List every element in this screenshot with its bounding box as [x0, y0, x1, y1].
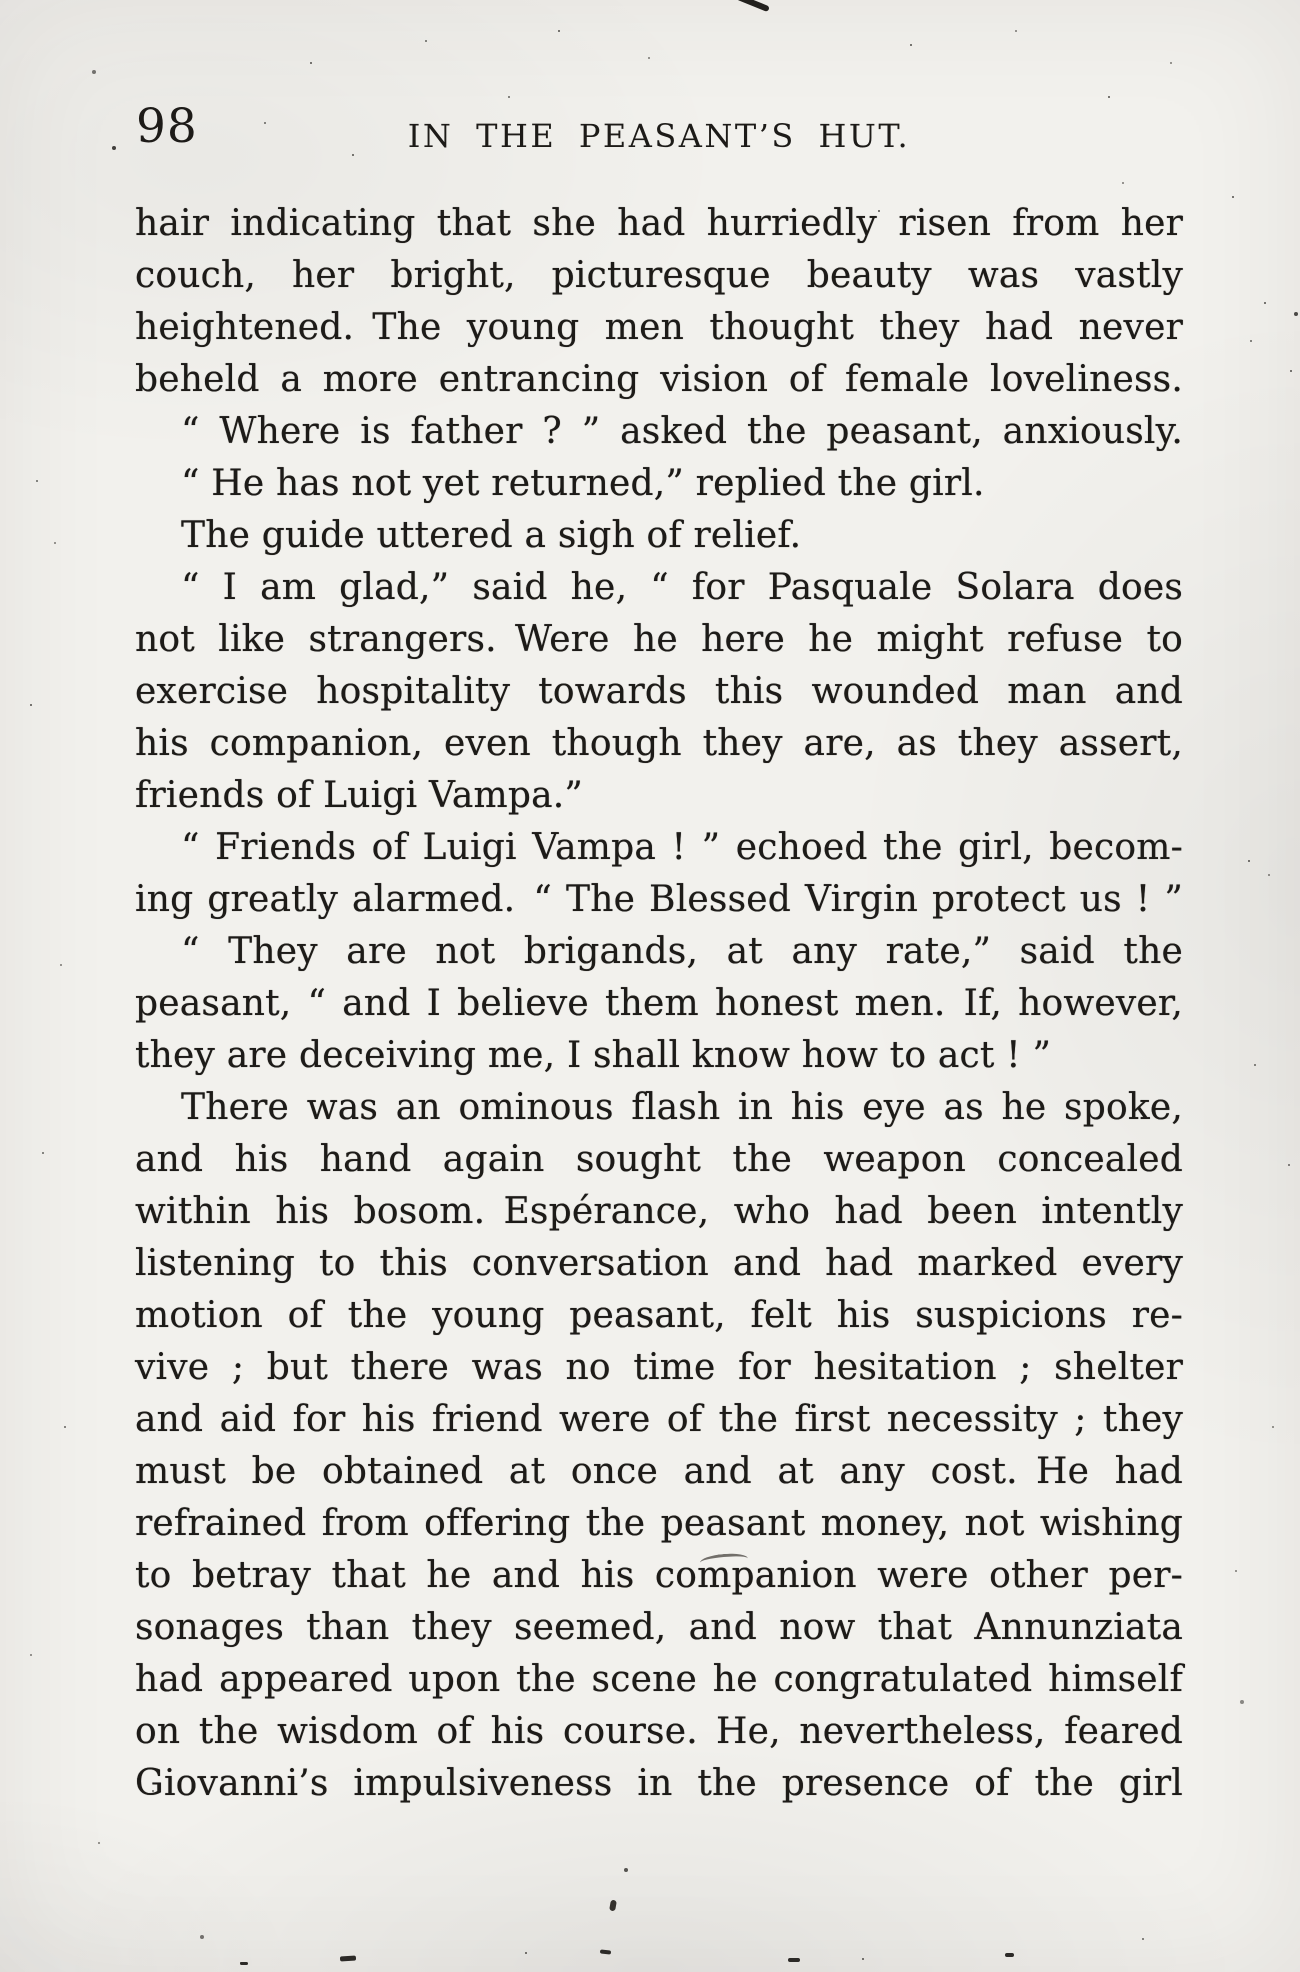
- text-line: “ They are not brigands, at any rate,” said the: [181, 931, 1183, 972]
- text-line: couch, her bright, picturesque beauty was vastly: [135, 255, 1183, 296]
- text-line: peasant, “ and I believe them honest men. If, however,: [135, 983, 1183, 1024]
- scan-smudge: [609, 1900, 617, 1912]
- text-line: they are deceiving me, I shall know how to act ! ”: [135, 1035, 1052, 1076]
- text-line: vive ; but there was no time for hesitation ; shelter: [135, 1347, 1183, 1388]
- scan-smudge: [1005, 1953, 1014, 1957]
- text-line: The guide uttered a sigh of relief.: [181, 515, 802, 556]
- text-line: Giovanni’s impulsiveness in the presence of the girl: [135, 1763, 1183, 1804]
- text-line: had appeared upon the scene he congratulated himself: [135, 1659, 1183, 1700]
- text-line: must be obtained at once and at any cost. He had: [135, 1451, 1183, 1492]
- text-line: There was an ominous flash in his eye as he spoke,: [181, 1087, 1183, 1128]
- text-line: “ I am glad,” said he, “ for Pasquale Solara does: [181, 567, 1183, 608]
- scan-smudge: [240, 1962, 248, 1965]
- scan-smudge: [340, 1955, 356, 1961]
- page-number: 98: [136, 99, 198, 154]
- scan-smudge: [736, 0, 770, 12]
- text-line: “ Friends of Luigi Vampa ! ” echoed the girl, becom-: [181, 827, 1183, 868]
- text-line: motion of the young peasant, felt his suspicions re-: [135, 1295, 1183, 1336]
- text-line: “ Where is father ? ” asked the peasant, anxiously.: [181, 411, 1183, 452]
- text-line: on the wisdom of his course. He, nevertheless, feared: [135, 1711, 1183, 1752]
- text-line: to betray that he and his companion were other per-: [135, 1555, 1183, 1596]
- text-line: friends of Luigi Vampa.”: [135, 775, 583, 816]
- text-line: not like strangers. Were he here he might refuse to: [135, 619, 1183, 660]
- body-text: [135, 198, 1183, 1810]
- text-line: heightened. The young men thought they had never: [135, 307, 1183, 348]
- text-line: listening to this conversation and had marked every: [135, 1243, 1183, 1284]
- text-line: within his bosom. Espérance, who had been intently: [135, 1191, 1183, 1232]
- text-line: “ He has not yet returned,” replied the girl.: [181, 463, 985, 504]
- text-line: and his hand again sought the weapon concealed: [135, 1139, 1183, 1180]
- running-header: IN THE PEASANT’S HUT.: [407, 117, 911, 155]
- scan-smudge: [788, 1958, 800, 1962]
- text-line: hair indicating that she had hurriedly risen from her: [135, 203, 1183, 244]
- text-line: refrained from offering the peasant money, not wishing: [135, 1503, 1183, 1544]
- text-line: exercise hospitality towards this wounded man and: [135, 671, 1183, 712]
- text-line: and aid for his friend were of the first necessity ; they: [135, 1399, 1183, 1440]
- text-line: beheld a more entrancing vision of female loveliness.: [135, 359, 1183, 400]
- text-line: ing greatly alarmed. “ The Blessed Virgin protect us ! ”: [135, 879, 1183, 920]
- scan-smudge: [600, 1949, 611, 1954]
- text-line: sonages than they seemed, and now that Annunziata: [135, 1607, 1183, 1648]
- text-line: his companion, even though they are, as they assert,: [135, 723, 1183, 764]
